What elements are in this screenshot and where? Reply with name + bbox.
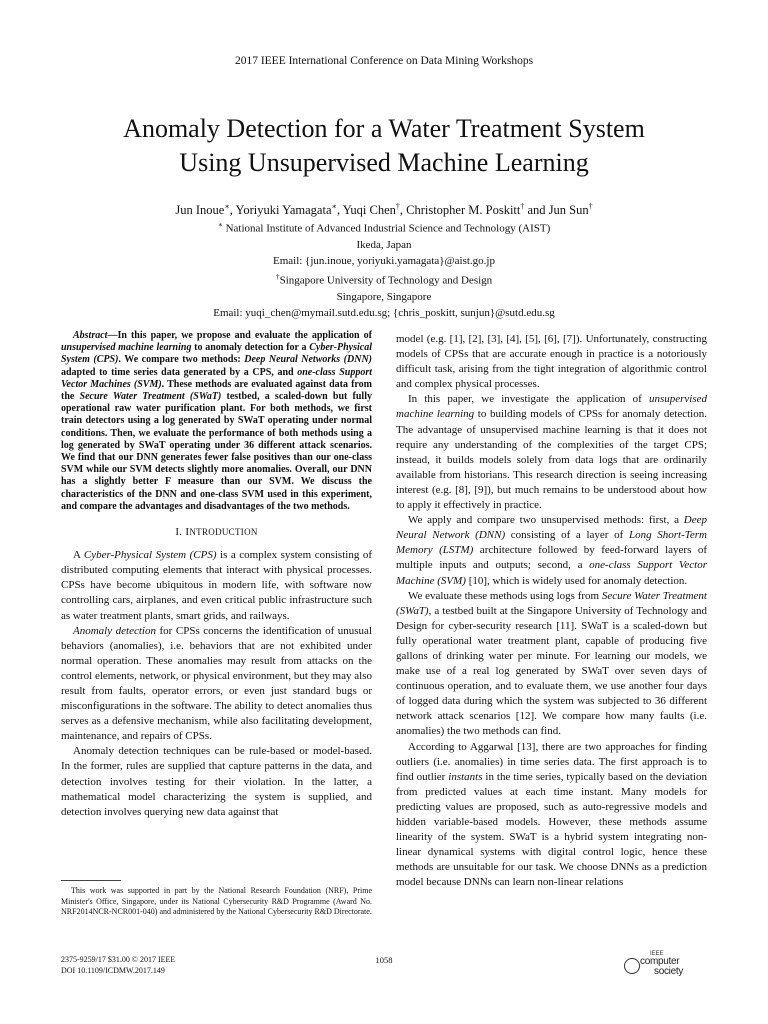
page-number: 1058 <box>375 955 393 965</box>
left-column <box>61 330 372 820</box>
right-paragraph-2: In this paper, we investigate the application of unsupervised machine learning to building models of CPSs for anomaly detection. The advantage of unsupervised machine learning is that it does not require any understanding of the complexities of the target CPS; instead, it builds models solely from data logs that are ordinarily available from historians. This research direction is seeing increasing interest (e.g. [8], [9]), but much remains to be understood about how to apply it effectively in practice. <box>396 393 707 512</box>
intro-paragraph-3: Anomaly detection techniques can be rule-based or model-based. In the former, rules are supplied that capture patterns in the data, and detection involves testing for their violation. In the latter, a mathematical model characterizing the system is supplied, and detection involves querying new data against that <box>61 745 372 818</box>
abstract: Abstract—In this paper, we propose and evaluate the application of unsupervised machine learning to anomaly detection for a Cyber-Physical System (CPS). We compare two methods: Deep Neural Networks (DNN) adapted to time series data generated by a CPS, and one-class Support Vector Machines (SVM). These methods are evaluated against data from the Secure Water Treatment (SWaT) testbed, a scaled-down but fully operational raw water purification plant. For both methods, we first train detectors using a log generated by SWaT operating under normal conditions. Then, we evaluate the performance of both methods using a log generated by SWaT operating under 36 different attack scenarios. We find that our DNN generates fewer false positives than our one-class SVM while our SVM detects slightly more anomalies. Overall, our DNN has a slightly better F measure than our SVM. We discuss the characteristics of the DNN and one-class SVM used in this experiment, and compare the advantages and disadvantages of the two methods. <box>61 330 373 512</box>
affiliation-sutd-email: Email: yuqi_chen@mymail.sutd.edu.sg; {chris_poskitt, sunjun}@sutd.edu.sg <box>213 307 555 320</box>
right-paragraph-4: We evaluate these methods using logs from Secure Water Treatment (SWaT), a testbed built at the Singapore University of Technology and Design for cyber-security research [11]. SWaT is a scaled-down but fully operational water treatment plant, capable of producing five gallons of drinking water per minute. For learning our models, we make use of a real log generated by SWaT over seven days of continuous operation, and to evaluate them, we use another four days of logged data during which the system was subjected to 36 different network attack scenarios [12]. We compare how many faults (i.e. anomalies) the two methods can find. <box>396 589 707 738</box>
globe-icon <box>624 958 640 974</box>
right-paragraph-3: We apply and compare two unsupervised methods: first, a Deep Neural Network (DNN) consisting of a layer of Long Short-Term Memory (LSTM) architecture followed by feed-forward layers of multiple inputs and outputs; second, a one-class Support Vector Machine (SVM) [10], which is widely used for anomaly detection. <box>396 514 707 587</box>
author-list: Jun Inoue∗, Yoriyuki Yamagata∗, Yuqi Chen†, Christopher M. Poskitt† and Jun Sun† <box>175 202 593 218</box>
footer-doi: DOI 10.1109/ICDMW.2017.149 <box>61 965 165 975</box>
intro-paragraph-2: Anomaly detection for CPSs concerns the identification of unusual behaviors (anomalies), i.e. behaviors that are not exhibited under normal operation. These anomalies may result from attacks on the control elements, network, or physical environment, but they may also result from faults, operator errors, or even just standard bugs or misconfigurations in the software. The ability to detect anomalies thus serves as a defensive mechanism, while also facilitating development, maintenance, and repairs of CPSs. <box>61 624 372 743</box>
author-1: Jun Inoue <box>175 203 225 218</box>
affiliation-aist-email: Email: {jun.inoue, yoriyuki.yamagata}@aist.go.jp <box>272 255 495 268</box>
affiliation-aist-city: Ikeda, Japan <box>356 238 412 251</box>
author-2: Yoriyuki Yamagata <box>235 203 332 218</box>
footer-issn: 2375-9259/17 $31.00 © 2017 IEEE <box>61 955 176 964</box>
section-heading-introduction: I. INTRODUCTION <box>175 526 258 539</box>
affiliation-sutd-city: Singapore, Singapore <box>336 291 432 304</box>
author-4: Christopher M. Poskitt <box>406 203 521 218</box>
footnote: This work was supported in part by the National Research Foundation (NRF), Prime Minister's Office, Singapore, under its National Cybersecurity R&D Programme (Award No. NRF2014NCR-NCR001-040) and administered by the National Cybersecurity R&D Directorate. <box>61 886 372 917</box>
right-paragraph-5: According to Aggarwal [13], there are two approaches for finding outliers (i.e. anomalies) in time series data. The first approach is to find outlier instants in the time series, typically based on the deviation from predicted values at each time instant. Many models for predicting values are proposed, such as auto-regressive models and hidden variable-based models. However, these methods assume linearity of the system. SWaT is a hybrid system integrating non-linear dynamical systems with digital control logic, hence these methods are unsuitable for our task. We choose DNNs as a prediction model because DNNs can learn non-linear relations <box>396 740 707 889</box>
conference-header: 2017 IEEE International Conference on Data Mining Workshops <box>234 55 534 67</box>
paper-title <box>40 112 728 180</box>
intro-paragraph-1: A Cyber-Physical System (CPS) is a complex system consisting of distributed computing elements that interact with physical processes. CPSs have become ubiquitous in modern life, with software now controlling cars, airplanes, and even critical public infrastructure such as water treatment plants, smart grids, and railways. <box>61 549 372 622</box>
affiliation-sutd: †Singapore University of Technology and Design <box>275 272 493 287</box>
right-column <box>396 332 707 890</box>
title-line-1: Anomaly Detection for a Water Treatment System <box>123 114 645 143</box>
title-line-2: Using Unsupervised Machine Learning <box>179 148 589 177</box>
author-5: Jun Sun <box>548 203 589 218</box>
ieee-computer-society-logo: IEEE computer society <box>624 948 714 978</box>
affiliations <box>40 217 728 322</box>
right-paragraph-1: model (e.g. [1], [2], [3], [4], [5], [6], [7]). Unfortunately, constructing models of CPSs that are accurate enough in practice is a notoriously difficult task, arising from the tight integration of algorithmic control and complex physical processes. <box>396 333 707 391</box>
affiliation-aist: ∗ National Institute of Advanced Industrial Science and Technology (AIST) <box>217 220 551 235</box>
footnote-rule <box>61 880 121 881</box>
author-3: Yuqi Chen <box>342 203 396 218</box>
